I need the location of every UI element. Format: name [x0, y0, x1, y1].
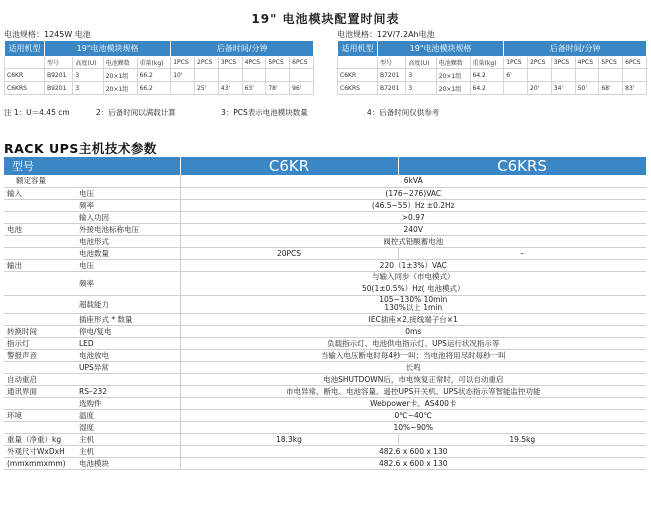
- header-model: 适用机型: [338, 41, 378, 57]
- subheader-cell: 6PCS: [290, 57, 314, 69]
- row-subcategory: 电池模块: [76, 457, 180, 469]
- header-module-spec: 19"电池模块规格: [45, 41, 171, 57]
- table-row: [4, 373, 646, 385]
- cell: [290, 69, 314, 82]
- table-row: [5, 82, 314, 95]
- cell: 78': [266, 82, 290, 95]
- subheader-blank: [338, 57, 378, 69]
- table-row: [4, 295, 646, 313]
- cell: 96': [290, 82, 314, 95]
- row-subcategory: 电压: [76, 187, 180, 199]
- row-category: 外观尺寸WxDxH: [4, 445, 76, 457]
- table-row: [4, 247, 646, 259]
- subheader-blank: [5, 57, 45, 69]
- table-row: [4, 385, 646, 397]
- table-row: [4, 187, 646, 199]
- row-value: (46.5~55）Hz ±0.2Hz: [180, 199, 646, 211]
- spec-table: [4, 157, 647, 470]
- table-row: [4, 361, 646, 373]
- row-value: 240V: [180, 223, 646, 235]
- row-category: [4, 295, 76, 313]
- row-subcategory: 插座形式 * 数量: [76, 313, 180, 325]
- cell: [242, 69, 266, 82]
- row-category: (mmxmmxmm): [4, 457, 76, 469]
- table-row: [4, 409, 646, 421]
- subheader-cell: 3PCS: [218, 57, 242, 69]
- row-value: 负载指示灯、电池供电指示灯、UPS运行状况指示等: [180, 337, 646, 349]
- cell: 50': [575, 82, 599, 95]
- table-row: [4, 457, 646, 469]
- table-row: [4, 175, 646, 187]
- row-category: 转换时间: [4, 325, 76, 337]
- row-value: 市电异常、断电、电池容量、遥控UPS开关机、UPS状态指示等智能监控功能: [180, 385, 646, 397]
- cell: 34': [551, 82, 575, 95]
- cell: 20': [528, 82, 552, 95]
- row-category: 指示灯: [4, 337, 76, 349]
- row-value-c6kr: 18.3kg: [180, 433, 398, 445]
- row-category: 通讯界面: [4, 385, 76, 397]
- cell: 20×1组: [103, 69, 137, 82]
- spec-header-model: 型号: [4, 157, 180, 175]
- spec-header-c6kr: C6KR: [180, 157, 398, 175]
- row-value: (176~276)VAC: [180, 187, 646, 199]
- subheader-cell: 1PCS: [504, 57, 528, 69]
- right-config-table: [337, 40, 647, 95]
- subheader-cell: 5PCS: [266, 57, 290, 69]
- cell: 43': [218, 82, 242, 95]
- row-value: 220（1±3%）VAC: [180, 259, 646, 271]
- row-subcategory: 输入功因: [76, 211, 180, 223]
- note-1: 注 1：U＝4.45 cm: [4, 108, 70, 117]
- row-category: [4, 271, 76, 295]
- cell: [266, 69, 290, 82]
- table-row: [4, 397, 646, 409]
- cell: 3: [406, 69, 436, 82]
- row-category: 自动重启: [4, 373, 76, 385]
- header-backup-time: 后备时间/分钟: [171, 41, 314, 57]
- left-config-table: [4, 40, 314, 95]
- subheader-cell: 5PCS: [599, 57, 623, 69]
- value-line: 105~130% 10min: [379, 295, 448, 304]
- spec-header-c6krs: C6KRS: [398, 157, 646, 175]
- header-module-spec: 19"电池模块规格: [378, 41, 504, 57]
- row-value: 10%~90%: [180, 421, 646, 433]
- cell: [528, 69, 552, 82]
- row-value: >0.97: [180, 211, 646, 223]
- row-subcategory: UPS异常: [76, 361, 180, 373]
- cell: 66.2: [137, 82, 171, 95]
- cell: 10': [171, 69, 195, 82]
- row-category: 重量（净重）kg: [4, 433, 76, 445]
- subheader-cell: 高度(U): [406, 57, 436, 69]
- row-value: 482.6 x 600 x 130: [180, 445, 646, 457]
- row-value: 长鸣: [180, 361, 646, 373]
- cell: 20×1组: [103, 82, 137, 95]
- subheader-cell: 型号: [378, 57, 406, 69]
- table-row: [4, 313, 646, 325]
- note-4: 4：后备时间仅供参考: [367, 108, 440, 117]
- row-category: [4, 397, 76, 409]
- table-row: [5, 69, 314, 82]
- table-row: [338, 69, 647, 82]
- cell: B9201: [45, 82, 73, 95]
- row-category: 输出: [4, 259, 76, 271]
- row-category: [4, 199, 76, 211]
- table-row: [4, 259, 646, 271]
- subheader-cell: 6PCS: [623, 57, 647, 69]
- subheader-cell: 1PCS: [171, 57, 195, 69]
- subheader-cell: 3PCS: [551, 57, 575, 69]
- row-category: [4, 235, 76, 247]
- row-subcategory: 电池形式: [76, 235, 180, 247]
- cell: [218, 69, 242, 82]
- row-subcategory: 频率: [76, 271, 180, 295]
- row-value: 0ms: [180, 325, 646, 337]
- row-subcategory: [76, 373, 180, 385]
- subheader-cell: 重量(kg): [137, 57, 171, 69]
- table-row: [4, 223, 646, 235]
- row-subcategory: 主机: [76, 445, 180, 457]
- cell: 20×1组: [436, 69, 470, 82]
- row-subcategory: 电池放电: [76, 349, 180, 361]
- value-line: 130%以上 1min: [384, 303, 443, 312]
- cell: 3: [73, 69, 103, 82]
- row-subcategory: 电压: [76, 259, 180, 271]
- row-value: 482.6 x 600 x 130: [180, 457, 646, 469]
- header-model: 适用机型: [5, 41, 45, 57]
- cell: B7201: [378, 69, 406, 82]
- right-battery-spec-caption: 电池规格：12V/7.2Ah电池: [337, 30, 435, 39]
- spec-title: RACK UPS主机技术参数: [4, 141, 157, 156]
- row-subcategory: 主机: [76, 433, 180, 445]
- cell: [195, 69, 219, 82]
- row-category: 电池: [4, 223, 76, 235]
- header-backup-time: 后备时间/分钟: [504, 41, 647, 57]
- cell: [623, 69, 647, 82]
- table-row: [4, 235, 646, 247]
- cell: 64.2: [470, 69, 504, 82]
- table-row: [338, 82, 647, 95]
- table-row: [4, 199, 646, 211]
- row-subcategory: LED: [76, 337, 180, 349]
- table-row: [4, 211, 646, 223]
- table-row: [4, 433, 646, 445]
- cell: [599, 69, 623, 82]
- row-category: 环境: [4, 409, 76, 421]
- left-battery-spec-caption: 电池规格：1245W 电池: [4, 30, 91, 39]
- row-subcategory: 停电/复电: [76, 325, 180, 337]
- subheader-cell: 2PCS: [195, 57, 219, 69]
- row-value: Webpower卡、AS400卡: [180, 397, 646, 409]
- subheader-cell: 4PCS: [242, 57, 266, 69]
- row-value: 0℃~40℃: [180, 409, 646, 421]
- table-row: [4, 325, 646, 337]
- subheader-cell: 高度(U): [73, 57, 103, 69]
- cell: 3: [406, 82, 436, 95]
- row-subcategory: 选购件: [76, 397, 180, 409]
- cell: B7201: [378, 82, 406, 95]
- subheader-cell: 电池颗数: [436, 57, 470, 69]
- cell: 63': [242, 82, 266, 95]
- cell: C6KRS: [338, 82, 378, 95]
- table-row: [4, 271, 646, 295]
- cell: [551, 69, 575, 82]
- cell: 64.2: [470, 82, 504, 95]
- row-category: [4, 421, 76, 433]
- row-subcategory: RS–232: [76, 385, 180, 397]
- subheader-cell: 电池颗数: [103, 57, 137, 69]
- subheader-cell: 4PCS: [575, 57, 599, 69]
- row-subcategory: 温度: [76, 409, 180, 421]
- row-value: 当输入电压断电时每4秒一叫；当电池将用尽时每秒一叫: [180, 349, 646, 361]
- row-value: 6kVA: [180, 175, 646, 187]
- cell: 20×1组: [436, 82, 470, 95]
- battery-config-title: 19" 电池模块配置时间表: [251, 12, 400, 26]
- row-value: [180, 295, 646, 313]
- table-row: [4, 445, 646, 457]
- row-subcategory: 外接电池标称电压: [76, 223, 180, 235]
- cell: 68': [599, 82, 623, 95]
- row-value-c6krs: –: [398, 247, 646, 259]
- cell: C6KR: [5, 69, 45, 82]
- row-value: [180, 271, 646, 295]
- table-row: [4, 349, 646, 361]
- subheader-cell: 2PCS: [528, 57, 552, 69]
- row-category: [4, 361, 76, 373]
- cell: 83': [623, 82, 647, 95]
- row-value-c6krs: 19.5kg: [398, 433, 646, 445]
- cell: [504, 82, 528, 95]
- row-subcategory: 电池数量: [76, 247, 180, 259]
- table-row: [4, 421, 646, 433]
- row-value: 电池SHUTDOWN后，市电恢复正常时，可以自动重启: [180, 373, 646, 385]
- cell: C6KR: [338, 69, 378, 82]
- value-line: 与输入同步（市电模式）: [372, 272, 455, 281]
- cell: C6KRS: [5, 82, 45, 95]
- value-line: 50(1±0.5%）Hz( 电池模式）: [362, 284, 465, 293]
- row-category: [4, 313, 76, 325]
- row-category: [4, 247, 76, 259]
- cell: 66.2: [137, 69, 171, 82]
- note-2: 2：后备时间以满载计算: [96, 108, 176, 117]
- cell: 25': [195, 82, 219, 95]
- table-row: [4, 337, 646, 349]
- cell: B9201: [45, 69, 73, 82]
- subheader-cell: 型号: [45, 57, 73, 69]
- row-category: 警报声音: [4, 349, 76, 361]
- cell: 3: [73, 82, 103, 95]
- note-3: 3：PCS表示电池模块数量: [221, 108, 308, 117]
- row-subcategory: 超载能力: [76, 295, 180, 313]
- footnotes: [4, 107, 439, 118]
- cell: [575, 69, 599, 82]
- row-value: 阀控式铅酸蓄电池: [180, 235, 646, 247]
- row-value: IEC插座×2,接线端子台×1: [180, 313, 646, 325]
- row-category: [4, 211, 76, 223]
- row-category: 输入: [4, 187, 76, 199]
- subheader-cell: 重量(kg): [470, 57, 504, 69]
- row-subcategory: 湿度: [76, 421, 180, 433]
- row-value-c6kr: 20PCS: [180, 247, 398, 259]
- cell: [171, 82, 195, 95]
- cell: 6': [504, 69, 528, 82]
- row-subcategory: 频率: [76, 199, 180, 211]
- row-category: 额定容量: [4, 175, 180, 187]
